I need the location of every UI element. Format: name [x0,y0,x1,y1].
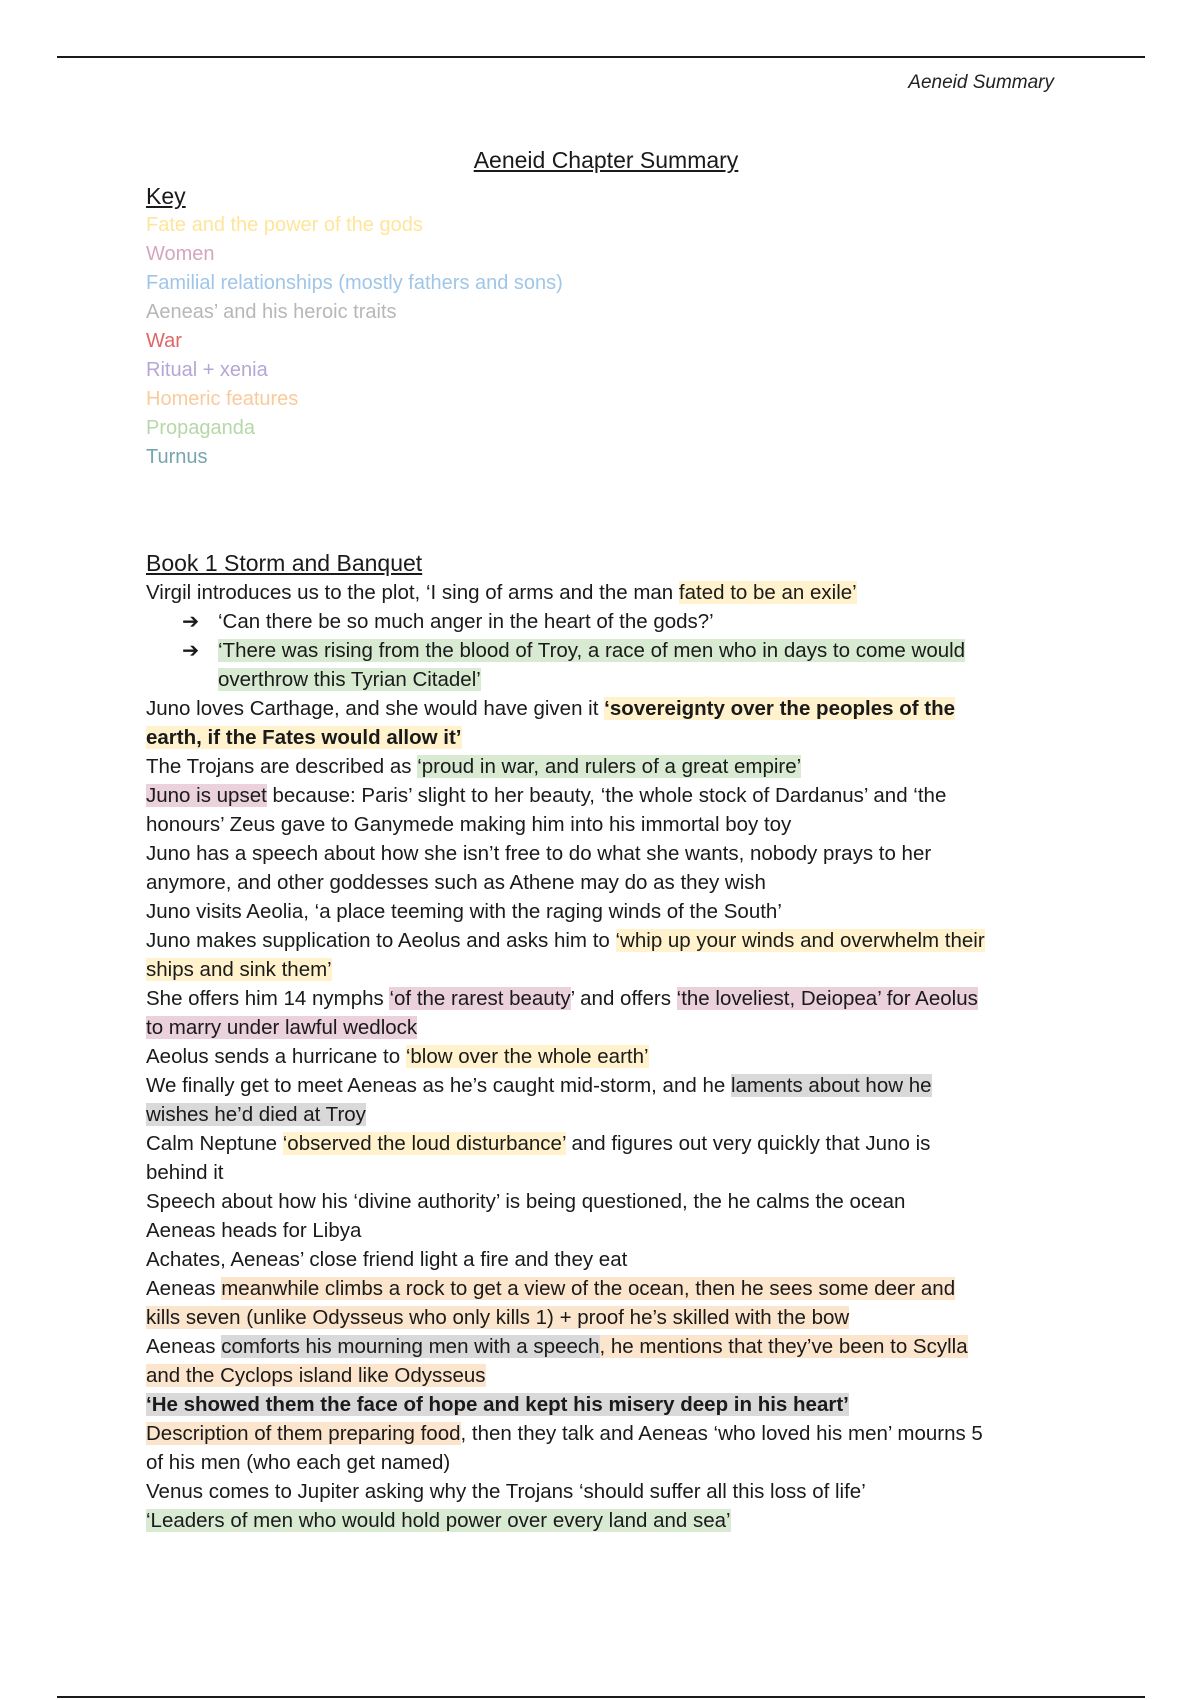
book-lines [146,578,1066,1535]
key-item: Ritual + xenia [146,359,268,381]
text-segment: Calm Neptune [146,1132,283,1155]
text-line [146,810,1066,839]
key-heading: Key [146,183,186,209]
highlighted-text: ‘sovereignty over the peoples of the [604,697,956,720]
arrow-bullet-icon: ➔ [182,610,200,633]
text-line [146,1419,1066,1448]
highlighted-text: laments about how he [730,1074,932,1097]
text-segment: Achates, Aeneas’ close friend light a fire and they eat [146,1248,628,1271]
text-segment: Aeneas [146,1277,222,1300]
text-line [146,955,1066,984]
text-segment: Juno visits Aeolia, ‘a place teeming with the raging winds of the South’ [146,900,782,923]
text-line [146,1477,1066,1506]
text-line [146,1303,1066,1332]
text-line [146,1245,1066,1274]
text-line [146,1448,1066,1477]
document-body [146,145,1066,1535]
text-line [146,897,1066,926]
text-segment: and figures out very quickly that Juno is [565,1132,931,1155]
text-segment: Juno has a speech about how she isn’t free to do what she wants, nobody prays to her [146,842,932,865]
highlighted-text: ‘whip up your winds and overwhelm their [615,929,985,952]
highlighted-text: to marry under lawful wedlock [146,1016,418,1039]
text-segment: Aeolus sends a hurricane to [146,1045,406,1068]
text-segment: , then they talk and Aeneas ‘who loved his men’ mourns 5 [460,1422,983,1445]
key-item: War [146,330,182,352]
bottom-rule [57,1696,1145,1698]
highlighted-text: comforts his mourning men with a speech [221,1335,600,1358]
text-line [146,752,1066,781]
highlighted-text: and the Cyclops island like Odysseus [146,1364,486,1387]
text-segment: Speech about how his ‘divine authority’ is being questioned, the he calms the ocean [146,1190,906,1213]
text-line [146,578,1066,607]
highlighted-text: ‘Leaders of men who would hold power over every land and sea’ [146,1509,731,1532]
bullet-item [146,665,1066,694]
highlighted-text: ‘proud in war, and rulers of a great empire’ [417,755,802,778]
text-line [146,723,1066,752]
text-line [146,926,1066,955]
text-line [146,1187,1066,1216]
highlighted-text: wishes he’d died at Troy [146,1103,366,1126]
text-segment: We finally get to meet Aeneas as he’s caught mid-storm, and he [146,1074,731,1097]
text-line [146,1361,1066,1390]
key-item: Fate and the power of the gods [146,214,423,236]
text-segment: Virgil introduces us to the plot, ‘I sing of arms and the man [146,581,679,604]
highlighted-text: ‘the loveliest, Deiopea’ for Aeolus [676,987,978,1010]
key-item: Propaganda [146,417,255,439]
text-line [146,1158,1066,1187]
text-line [146,1129,1066,1158]
text-segment: She offers him 14 nymphs [146,987,390,1010]
text-segment: Aeneas heads for Libya [146,1219,362,1242]
text-segment: ’ and offers [570,987,677,1010]
text-line [146,1100,1066,1129]
text-segment: Venus comes to Jupiter asking why the Trojans ‘should suffer all this loss of life’ [146,1480,866,1503]
bullet-item [146,636,1066,665]
highlighted-text: , he mentions that they’ve been to Scylla [599,1335,968,1358]
top-rule [57,56,1145,58]
text-line [146,1042,1066,1071]
text-line [146,868,1066,897]
text-segment: because: Paris’ slight to her beauty, ‘the whole stock of Dardanus’ and ‘the [266,784,947,807]
text-segment: Aeneas [146,1335,222,1358]
key-item: Homeric features [146,388,299,410]
text-line [146,984,1066,1013]
page-title: Aeneid Chapter Summary [473,147,739,173]
text-line [146,839,1066,868]
text-line [146,1332,1066,1361]
highlighted-text: ‘observed the loud disturbance’ [282,1132,566,1155]
text-line [146,1506,1066,1535]
bullet-item [146,607,1066,636]
highlighted-text: ‘There was rising from the blood of Troy, a race of men who in days to come would [218,639,966,662]
highlighted-text: ‘He showed them the face of hope and kept his misery deep in his heart’ [146,1393,849,1416]
highlighted-text: ships and sink them’ [146,958,332,981]
text-line [146,1013,1066,1042]
highlighted-text: earth, if the Fates would allow it’ [146,726,462,749]
highlighted-text: fated to be an exile’ [678,581,857,604]
text-segment: honours’ Zeus gave to Ganymede making him into his immortal boy toy [146,813,792,836]
key-item: Familial relationships (mostly fathers and sons) [146,272,563,294]
text-line [146,1274,1066,1303]
text-segment: Juno makes supplication to Aeolus and asks him to [146,929,616,952]
text-line [146,781,1066,810]
text-segment: Juno loves Carthage, and she would have given it [146,697,605,720]
highlighted-text: ‘of the rarest beauty [389,987,571,1010]
text-line [146,1071,1066,1100]
key-item: Women [146,243,215,265]
highlighted-text: ‘blow over the whole earth’ [405,1045,649,1068]
text-segment: of his men (who each get named) [146,1451,451,1474]
key-item: Turnus [146,446,208,468]
arrow-bullet-icon: ➔ [182,639,200,662]
text-line [146,694,1066,723]
text-line [146,1216,1066,1245]
text-line [146,1390,1066,1419]
running-header: Aeneid Summary [908,72,1054,93]
highlighted-text: kills seven (unlike Odysseus who only kills 1) + proof he’s skilled with the bow [146,1306,850,1329]
highlighted-text: Description of them preparing food [146,1422,461,1445]
highlighted-text: meanwhile climbs a rock to get a view of the ocean, then he sees some deer and [221,1277,956,1300]
text-segment: behind it [146,1161,224,1184]
key-list [146,211,1066,472]
book-heading: Book 1 Storm and Banquet [146,550,423,576]
text-segment: ‘Can there be so much anger in the heart of the gods?’ [218,610,714,633]
highlighted-text: overthrow this Tyrian Citadel’ [218,668,481,691]
key-item: Aeneas’ and his heroic traits [146,301,397,323]
text-segment: The Trojans are described as [146,755,418,778]
text-segment: anymore, and other goddesses such as Athene may do as they wish [146,871,766,894]
highlighted-text: Juno is upset [146,784,267,807]
